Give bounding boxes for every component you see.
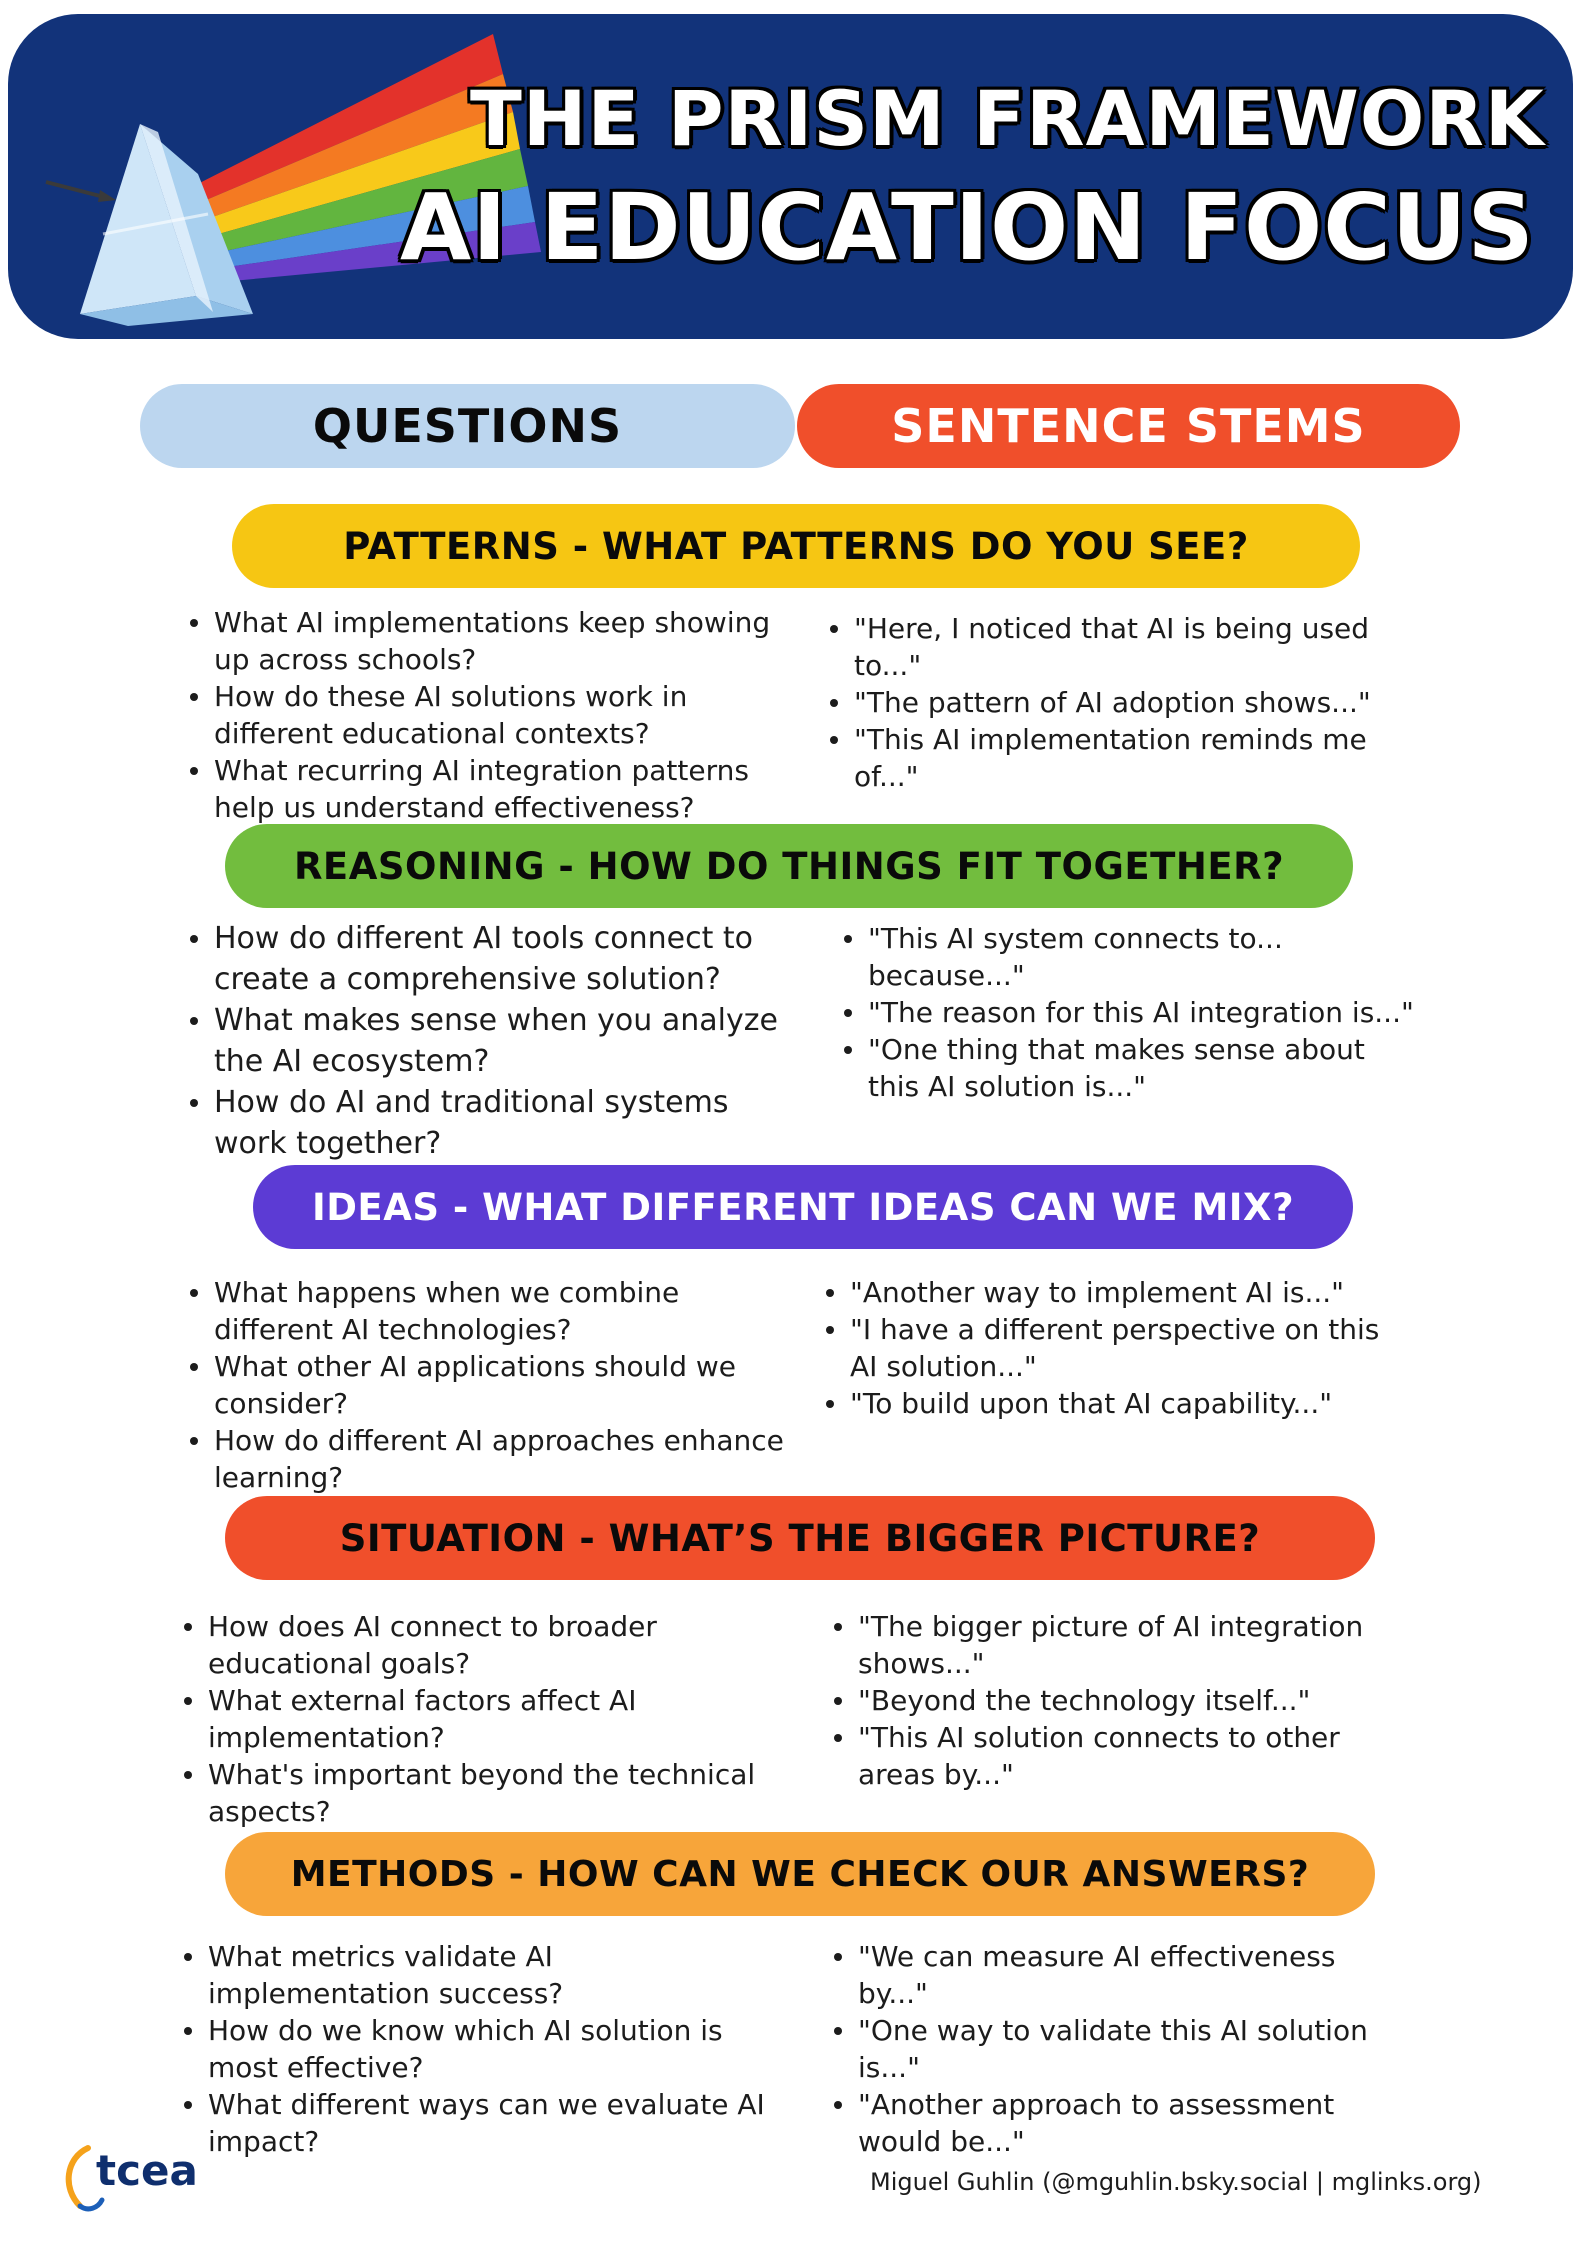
list-item: How do AI and traditional systems work together?	[188, 1082, 798, 1164]
methods-title-text: METHODS - HOW CAN WE CHECK OUR ANSWERS?	[290, 1853, 1310, 1895]
list-item: "This AI implementation reminds me of..."	[828, 721, 1428, 795]
list-item: What recurring AI integration patterns help us understand effectiveness?	[188, 752, 788, 826]
situation-title-text: SITUATION - WHAT’S THE BIGGER PICTURE?	[339, 1516, 1261, 1560]
tcea-logo	[58, 2140, 218, 2220]
patterns-stems-list	[828, 610, 1428, 795]
page-title-line-1: THE PRISM FRAMEWORK	[470, 74, 1545, 163]
list-item: "The reason for this AI integration is..."	[842, 994, 1422, 1031]
list-item: "This AI solution connects to other areas by..."	[832, 1719, 1412, 1793]
list-item: How do these AI solutions work in different educational contexts?	[188, 678, 788, 752]
list-item: How does AI connect to broader educational goals?	[182, 1608, 782, 1682]
list-item: "Another approach to assessment would be..."	[832, 2086, 1412, 2160]
tcea-logo-text: tcea	[96, 2146, 198, 2195]
patterns-section-title	[232, 504, 1360, 588]
ideas-title-text: IDEAS - WHAT DIFFERENT IDEAS CAN WE MIX?	[311, 1185, 1295, 1229]
list-item: What happens when we combine different AI technologies?	[188, 1274, 788, 1348]
methods-stems-list	[832, 1938, 1412, 2160]
situation-section-title	[225, 1496, 1375, 1580]
reasoning-stems-list	[842, 920, 1422, 1105]
reasoning-title-text: REASONING - HOW DO THINGS FIT TOGETHER?	[293, 844, 1285, 888]
situation-stems-list	[832, 1608, 1412, 1793]
list-item: "Another way to implement AI is..."	[824, 1274, 1404, 1311]
list-item: What different ways can we evaluate AI impact?	[182, 2086, 782, 2160]
ideas-section-title	[253, 1165, 1353, 1249]
sentence-stems-column-header: SENTENCE STEMS	[797, 384, 1460, 468]
reasoning-section-title	[225, 824, 1353, 908]
list-item: "Beyond the technology itself..."	[832, 1682, 1412, 1719]
list-item: "Here, I noticed that AI is being used to..."	[828, 610, 1428, 684]
list-item: "The pattern of AI adoption shows..."	[828, 684, 1428, 721]
patterns-questions-list	[188, 604, 788, 826]
situation-questions-list	[182, 1608, 782, 1830]
list-item: What AI implementations keep showing up across schools?	[188, 604, 788, 678]
list-item: How do we know which AI solution is most effective?	[182, 2012, 782, 2086]
methods-questions-list	[182, 1938, 782, 2160]
list-item: "The bigger picture of AI integration shows..."	[832, 1608, 1412, 1682]
list-item: "I have a different perspective on this AI solution..."	[824, 1311, 1404, 1385]
list-item: "To build upon that AI capability..."	[824, 1385, 1404, 1422]
reasoning-questions-list	[188, 918, 798, 1164]
list-item: How do different AI tools connect to create a comprehensive solution?	[188, 918, 798, 1000]
ideas-stems-list	[824, 1274, 1404, 1422]
list-item: How do different AI approaches enhance learning?	[188, 1422, 788, 1496]
list-item: "We can measure AI effectiveness by..."	[832, 1938, 1412, 2012]
patterns-title-text: PATTERNS - WHAT PATTERNS DO YOU SEE?	[343, 524, 1249, 568]
methods-section-title	[225, 1832, 1375, 1916]
list-item: What external factors affect AI implementation?	[182, 1682, 782, 1756]
author-credit: Miguel Guhlin (@mguhlin.bsky.social | mglinks.org)	[870, 2168, 1482, 2196]
page-title-line-2: AI EDUCATION FOCUS	[400, 174, 1535, 281]
header-banner	[8, 14, 1573, 339]
list-item: "One thing that makes sense about this AI solution is..."	[842, 1031, 1422, 1105]
list-item: "This AI system connects to... because..."	[842, 920, 1422, 994]
questions-column-header: QUESTIONS	[140, 384, 795, 468]
list-item: What makes sense when you analyze the AI ecosystem?	[188, 1000, 798, 1082]
list-item: What other AI applications should we consider?	[188, 1348, 788, 1422]
list-item: What's important beyond the technical aspects?	[182, 1756, 782, 1830]
ideas-questions-list	[188, 1274, 788, 1496]
list-item: What metrics validate AI implementation success?	[182, 1938, 782, 2012]
list-item: "One way to validate this AI solution is..."	[832, 2012, 1412, 2086]
